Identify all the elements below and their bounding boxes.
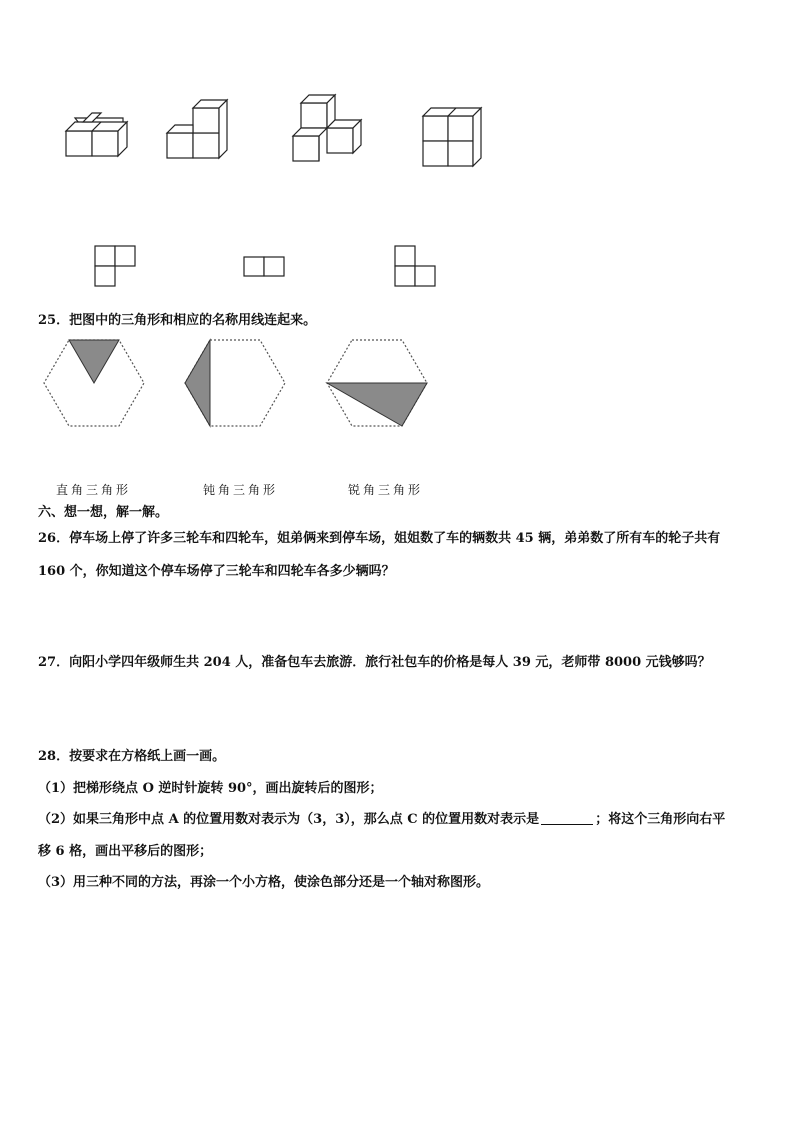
cube-solid-1 [66, 113, 127, 156]
question-28-part-1: （1）把梯形绕点 O 逆时针旋转 90°，画出旋转后的图形； [38, 781, 383, 796]
label-right-triangle: 直角三角形 [56, 483, 132, 497]
question-28-part-3: （3）用三种不同的方法，再涂一个小方格，使涂色部分还是一个轴对称图形。 [38, 875, 490, 890]
view-drawing-3 [395, 246, 435, 286]
cube-solid-2 [167, 100, 227, 158]
cube-solid-3 [293, 95, 361, 161]
cube-solids-figure [0, 0, 794, 180]
question-28-part-2-cont: 移 6 格，画出平移后的图形； [38, 844, 213, 859]
question-25: 25．把图中的三角形和相应的名称用线连起来。 [38, 313, 317, 328]
hexagon-triangles-figure [0, 337, 794, 437]
answer-blank[interactable] [541, 810, 593, 825]
view-drawings-figure [0, 240, 794, 300]
triangle-in-hexagon-2 [185, 340, 210, 426]
question-26-line-2: 160 个，你知道这个停车场停了三轮车和四轮车各多少辆吗？ [38, 564, 395, 579]
view-drawing-2 [244, 257, 284, 276]
label-acute-triangle: 锐角三角形 [348, 483, 424, 497]
label-obtuse-triangle: 钝角三角形 [203, 483, 279, 497]
question-28-part-2: （2）如果三角形中点 A 的位置用数对表示为（3，3），那么点 C 的位置用数对表示是 ；将这个三角形向右平 [38, 812, 726, 827]
cube-solid-4 [423, 108, 481, 166]
section-6-title: 六、想一想，解一解。 [38, 505, 169, 520]
question-27: 27．向阳小学四年级师生共 204 人，准备包车去旅游．旅行社包车的价格是每人 39 元，老师带 8000 元钱够吗？ [38, 655, 711, 670]
question-28-title: 28．按要求在方格纸上画一画。 [38, 749, 226, 764]
view-drawing-1 [95, 246, 135, 286]
question-26-line-1: 26．停车场上停了许多三轮车和四轮车，姐弟俩来到停车场，姐姐数了车的辆数共 45 辆，弟弟数了所有车的轮子共有 [38, 531, 721, 546]
